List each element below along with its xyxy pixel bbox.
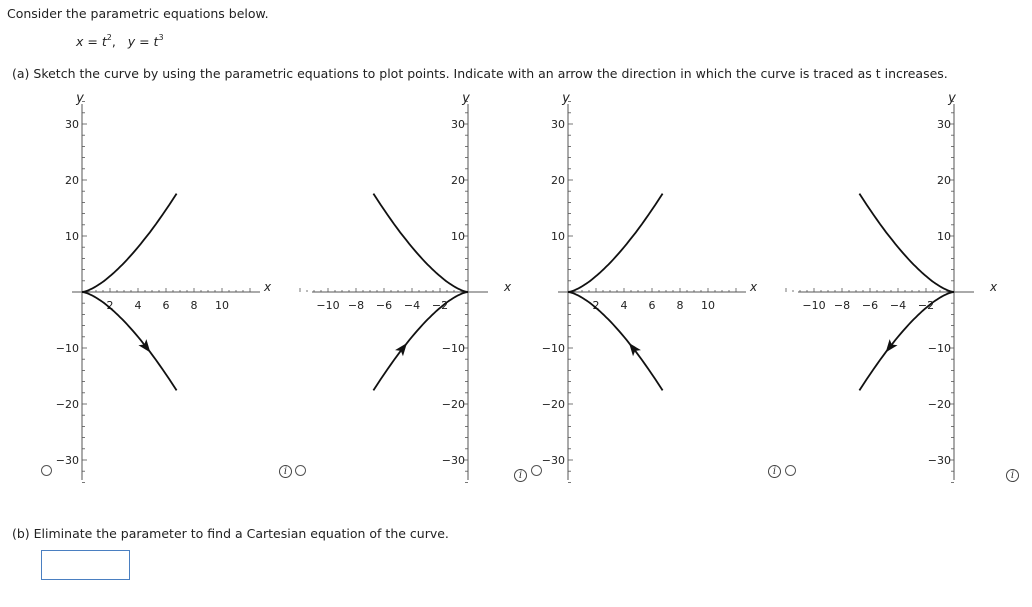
y-tick-label: −30 — [927, 454, 951, 467]
y-tick-label: 20 — [451, 174, 465, 187]
y-tick-label: 10 — [937, 230, 951, 243]
y-tick-label: 30 — [451, 118, 465, 131]
y-tick-label: 30 — [937, 118, 951, 131]
y-tick-label: 20 — [551, 174, 565, 187]
y-tick-label: −20 — [927, 398, 951, 411]
y-tick-label: 20 — [65, 174, 79, 187]
x-tick-label: 6 — [162, 299, 170, 312]
y-axis-label: y — [462, 91, 470, 106]
y-tick-label: −20 — [55, 398, 79, 411]
x-equation: $x = t^2$, — [76, 33, 116, 49]
option-3-radio[interactable] — [531, 465, 542, 476]
info-icon[interactable]: i — [514, 469, 527, 482]
x-axis-label: x — [264, 280, 272, 294]
intro-text: Consider the parametric equations below. — [7, 6, 269, 21]
y-axis-label: y — [76, 91, 84, 106]
info-icon[interactable]: i — [279, 465, 292, 478]
x-tick-label: −4 — [889, 299, 907, 312]
cartesian-equation-input[interactable] — [41, 550, 130, 580]
y-axis-label: y — [562, 91, 570, 106]
y-tick-label: −30 — [441, 454, 465, 467]
x-tick-label: −10 — [316, 299, 340, 312]
x-tick-label: 6 — [648, 299, 656, 312]
x-tick-label: 10 — [215, 299, 229, 312]
y-tick-label: −20 — [541, 398, 565, 411]
x-tick-label: −8 — [347, 299, 365, 312]
x-tick-label: −10 — [802, 299, 826, 312]
x-axis-label: x — [990, 280, 998, 294]
upper-branch — [568, 194, 663, 292]
x-tick-label: −6 — [861, 299, 879, 312]
x-tick-label: 2 — [106, 299, 114, 312]
graph-option-2 — [290, 88, 540, 488]
option-2-radio[interactable] — [295, 465, 306, 476]
graph-option-3 — [538, 88, 788, 488]
y-tick-label: −30 — [55, 454, 79, 467]
y-tick-label: −30 — [541, 454, 565, 467]
y-tick-label: 10 — [451, 230, 465, 243]
y-tick-label: 30 — [551, 118, 565, 131]
x-tick-label: −8 — [833, 299, 851, 312]
x-tick-label: 8 — [190, 299, 198, 312]
x-tick-label: 4 — [134, 299, 142, 312]
x-tick-label: 4 — [620, 299, 628, 312]
x-tick-label: −2 — [431, 299, 449, 312]
part-a-prompt: (a) Sketch the curve by using the parametric equations to plot points. Indicate with an arrow the direction in which the curve is traced as t increases. — [12, 66, 948, 81]
option-4-radio[interactable] — [785, 465, 796, 476]
x-axis-label: x — [504, 280, 512, 294]
y-axis-label: y — [948, 91, 956, 106]
upper-branch — [82, 194, 177, 292]
y-equation: $y = t^3$ — [127, 33, 164, 49]
x-axis-label: x — [750, 280, 758, 294]
y-tick-label: −10 — [55, 342, 79, 355]
info-icon[interactable]: i — [1006, 469, 1019, 482]
graph-option-4 — [776, 88, 1026, 488]
info-icon[interactable]: i — [768, 465, 781, 478]
y-tick-label: −10 — [927, 342, 951, 355]
y-tick-label: 10 — [551, 230, 565, 243]
graph-option-1 — [52, 88, 302, 488]
option-1-radio[interactable] — [41, 465, 52, 476]
x-tick-label: 2 — [592, 299, 600, 312]
x-tick-label: 8 — [676, 299, 684, 312]
part-b-prompt: (b) Eliminate the parameter to find a Cartesian equation of the curve. — [12, 526, 449, 541]
y-tick-label: −10 — [441, 342, 465, 355]
y-tick-label: −10 — [541, 342, 565, 355]
x-tick-label: −6 — [375, 299, 393, 312]
y-tick-label: 10 — [65, 230, 79, 243]
x-tick-label: −4 — [403, 299, 421, 312]
x-tick-label: 10 — [701, 299, 715, 312]
y-tick-label: 30 — [65, 118, 79, 131]
y-tick-label: −20 — [441, 398, 465, 411]
y-tick-label: 20 — [937, 174, 951, 187]
x-tick-label: −2 — [917, 299, 935, 312]
parametric-equations — [76, 33, 164, 49]
